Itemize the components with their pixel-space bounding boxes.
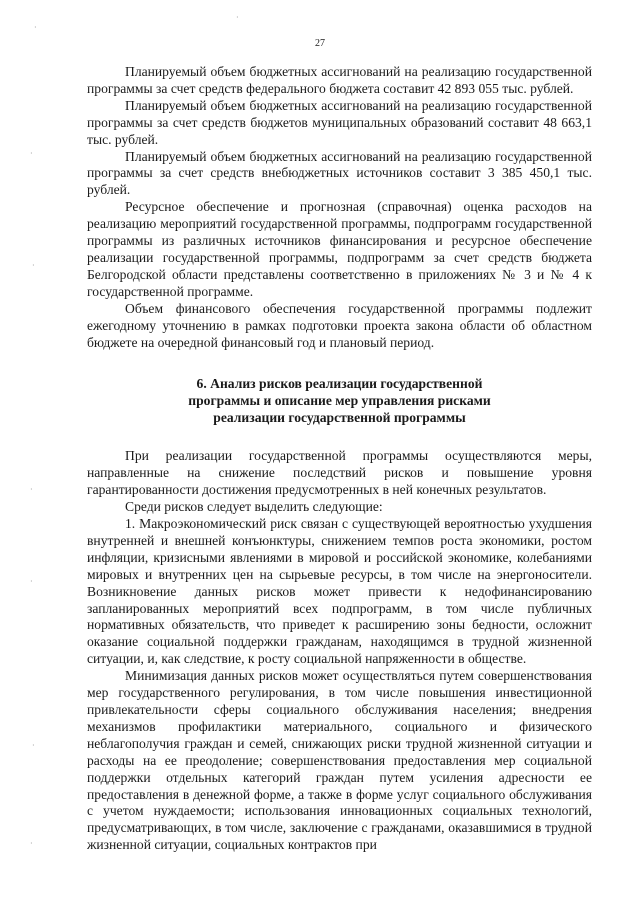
- scan-speck: ·: [34, 23, 37, 32]
- scan-speck: ·: [32, 261, 35, 270]
- section-heading-line: программы и описание мер управления рисками: [188, 393, 491, 409]
- paragraph-municipal-budget: Планируемый объем бюджетных ассигнований на реализацию государственной программы за счет средств бюджетов муниципальных образований составит 48 663,1 тыс. рублей.: [87, 97, 592, 147]
- section-heading: [87, 375, 592, 426]
- page-number: 27: [315, 38, 325, 49]
- scan-speck: ·: [30, 577, 33, 586]
- scan-speck: ·: [30, 149, 33, 158]
- section-heading-line: реализации государственной программы: [213, 410, 466, 426]
- scan-speck: ·: [236, 13, 239, 22]
- document-body: [87, 64, 592, 854]
- section-heading-line: 6. Анализ рисков реализации государственной: [196, 376, 483, 392]
- paragraph-macroeconomic-risk: 1. Макроэкономический риск связан с существующей вероятностью ухудшения внутренней и внешней конъюнктуры, снижением темпов роста экономики, ростом инфляции, кризисными явлениями в мировой и российской экономике, колебаниями мировых и внутренних цен на сырьевые ресурсы, в том числе на энергоносители. Возникновение данных рисков может привести к недофинансированию запланированных мероприятий всех подпрограмм, в том числе публичных нормативных обязательств, что приведет к расширению зоны бедности, осложнит оказание социальной поддержки гражданам, находящимся в трудной жизненной ситуации, и, как следствие, к росту социальной напряженности в обществе.: [87, 516, 592, 667]
- paragraph-resource-provision: Ресурсное обеспечение и прогнозная (справочная) оценка расходов на реализацию мероприятий государственной программы, подпрограмм государственной программы из различных источников финансирования и ресурсное обеспечение реализации государственной программы, подпрограмм за счет средств бюджета Белгородской области представлены соответственно в приложениях № 3 и № 4 к государственной программе.: [87, 199, 592, 299]
- paragraph-risks-intro: Среди рисков следует выделить следующие:: [125, 499, 383, 515]
- paragraph-risk-measures: При реализации государственной программы осуществляются меры, направленные на снижение последствий рисков и повышение уровня гарантированности достижения предусмотренных в ней конечных результатов.: [87, 448, 592, 498]
- scan-speck: ·: [32, 741, 35, 750]
- scan-speck: ·: [30, 485, 33, 494]
- paragraph-annual-adjustment: Объем финансового обеспечения государственной программы подлежит ежегодному уточнению в рамках подготовки проекта закона области об областном бюджете на очередной финансовый год и плановый период.: [87, 300, 592, 350]
- scan-speck: ·: [30, 839, 33, 848]
- paragraph-federal-budget: Планируемый объем бюджетных ассигнований на реализацию государственной программы за счет средств федерального бюджета составит 42 893 055 тыс. рублей.: [87, 64, 592, 96]
- paragraph-risk-minimization: Минимизация данных рисков может осуществляться путем совершенствования мер государственного регулирования, в том числе повышения инвестиционной привлекательности сферы социального обслуживания населения; внедрения механизмов профилактики материального, социального и физического неблагополучия граждан и семей, снижающих риски трудной жизненной ситуации и расходы на ее преодоление; совершенствования предоставления мер социальной поддержки отдельных категорий граждан путем усиления адресности ее предоставления в денежной форме, а также в форме услуг социального обслуживания с учетом нуждаемости; использования инновационных социальных технологий, предусматривающих, в том числе, заключение с гражданами, оказавшимися в трудной жизненной ситуации, социальных контрактов при: [87, 668, 592, 853]
- paragraph-extrabudgetary: Планируемый объем бюджетных ассигнований на реализацию государственной программы за счет средств внебюджетных источников составит 3 385 450,1 тыс. рублей.: [87, 148, 592, 198]
